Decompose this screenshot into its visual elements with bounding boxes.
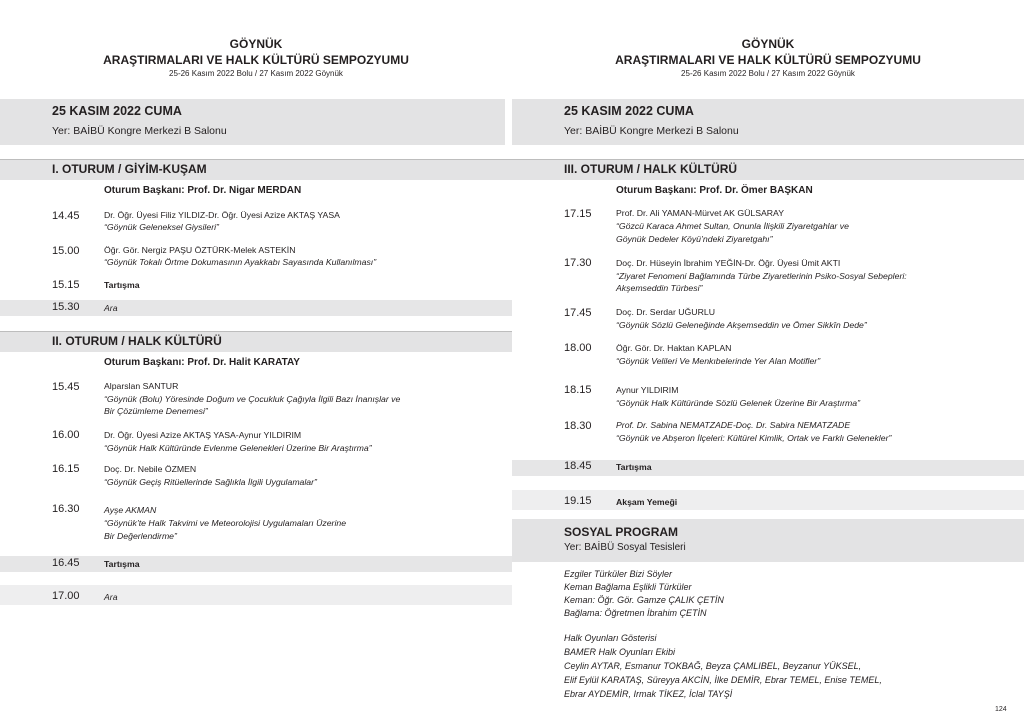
item-title: “Göynük (Bolu) Yöresinde Doğum ve Çocukluk Çağıyla İlgili Bazı İnanışlar ve (104, 394, 401, 404)
item-time: 16.30 (52, 503, 80, 515)
day-venue: Yer: BAİBÜ Kongre Merkezi B Salonu (564, 125, 739, 137)
item-time: 18.45 (564, 460, 592, 472)
social-line: Ceylin AYTAR, Esmanur TOKBAĞ, Beyza ÇAMLIBEL, Beyzanur YÜKSEL, (564, 661, 862, 671)
item-author: Ayşe AKMAN (104, 505, 157, 515)
item-title: “Göynük’te Halk Takvimi ve Meteorolojisi Uygulamaları Üzerine (104, 518, 347, 528)
item-author: Aynur YILDIRIM (616, 385, 679, 395)
item-time: 16.45 (52, 557, 80, 569)
social-line: Ezgiler Türküler Bizi Söyler (564, 569, 673, 579)
social-line: Halk Oyunları Gösterisi (564, 633, 657, 643)
item-time: 16.00 (52, 429, 80, 441)
social-line: Bağlama: Öğretmen İbrahim ÇETİN (564, 608, 707, 618)
day-title: 25 KASIM 2022 CUMA (564, 104, 694, 118)
social-line: BAMER Halk Oyunları Ekibi (564, 647, 676, 657)
item-time: 18.30 (564, 420, 592, 432)
item-title: “Göynük ve Abşeron İlçeleri: Kültürel Kimlik, Ortak ve Farklı Gelenekler” (616, 433, 892, 443)
social-line: Elif Eylül KARATAŞ, Süreyya AKCİN, İlke DEMİR, Ebrar TEMEL, Enise TEMEL, (564, 675, 882, 685)
header-dates: 25-26 Kasım 2022 Bolu / 27 Kasım 2022 Göynük (681, 69, 855, 78)
dinner-label: Akşam Yemeği (616, 497, 678, 507)
break-label: Ara (104, 592, 118, 602)
header-line2: ARAŞTIRMALARI VE HALK KÜLTÜRÜ SEMPOZYUMU (103, 53, 409, 67)
discussion-label: Tartışma (104, 559, 140, 569)
item-title: “Ziyaret Fenomeni Bağlamında Türbe Ziyaretlerinin Psiko-Sosyal Sebepleri: (616, 271, 907, 281)
item-time: 15.30 (52, 301, 80, 313)
item-author: Prof. Dr. Ali YAMAN-Mürvet AK GÜLSARAY (616, 208, 785, 218)
day-title: 25 KASIM 2022 CUMA (52, 104, 182, 118)
social-line: Ebrar AYDEMİR, Irmak TİKEZ, İclal TAYŞİ (564, 689, 733, 699)
session-header (0, 331, 512, 352)
header-line1: GÖYNÜK (229, 37, 283, 51)
header-line1: GÖYNÜK (741, 37, 795, 51)
item-time: 18.00 (564, 342, 592, 354)
item-author: Doç. Dr. Serdar UĞURLU (616, 307, 715, 317)
item-time: 17.30 (564, 257, 592, 269)
item-title: “Göynük Halk Kültüründe Evlenme Gelenekleri Üzerine Bir Araştırma” (104, 443, 372, 453)
item-title: “Gözcü Karaca Ahmet Sultan, Onunla İlişkili Ziyaretgahlar ve (616, 221, 849, 231)
item-time: 15.45 (52, 381, 80, 393)
item-title: “Göynük Halk Kültüründe Sözlü Gelenek Üzerine Bir Araştırma” (616, 398, 860, 408)
item-time: 15.15 (52, 279, 80, 291)
item-title: “Göynük Geleneksel Giysileri” (104, 222, 219, 232)
session-title: II. OTURUM / HALK KÜLTÜRÜ (52, 334, 222, 348)
session-title: III. OTURUM / HALK KÜLTÜRÜ (564, 162, 738, 176)
item-title: Akşemseddin Türbesi” (616, 283, 703, 293)
item-time: 17.45 (564, 307, 592, 319)
session-chair: Oturum Başkanı: Prof. Dr. Halit KARATAY (104, 357, 300, 368)
right-page (512, 0, 1024, 727)
item-author: Prof. Dr. Sabina NEMATZADE-Doç. Dr. Sabira NEMATZADE (616, 420, 851, 430)
item-title: “Göynük Velileri Ve Menkıbelerinde Yer Alan Motifler” (616, 356, 821, 366)
social-title: SOSYAL PROGRAM (564, 525, 679, 539)
header-dates: 25-26 Kasım 2022 Bolu / 27 Kasım 2022 Göynük (169, 69, 343, 78)
item-title: Göynük Dedeler Köyü’ndeki Ziyaretgahı” (616, 234, 773, 244)
item-author: Doç. Dr. Nebile ÖZMEN (104, 464, 197, 474)
item-title: “Göynük Geçiş Ritüellerinde Sağlıkla İlgili Uygulamalar” (104, 477, 317, 487)
discussion-label: Tartışma (104, 280, 140, 290)
item-author: Öğr. Gör. Nergiz PAŞU ÖZTÜRK-Melek ASTEKİN (104, 245, 296, 255)
day-venue: Yer: BAİBÜ Kongre Merkezi B Salonu (52, 125, 227, 137)
session-title: I. OTURUM / GİYİM-KUŞAM (52, 162, 207, 176)
header-line2: ARAŞTIRMALARI VE HALK KÜLTÜRÜ SEMPOZYUMU (615, 53, 921, 67)
session-chair: Oturum Başkanı: Prof. Dr. Ömer BAŞKAN (616, 185, 813, 196)
item-author: Dr. Öğr. Üyesi Azize AKTAŞ YASA-Aynur YILDIRIM (104, 430, 302, 440)
item-title: “Göynük Tokalı Örtme Dokumasının Ayakkabı Sayasında Kullanılması” (104, 257, 377, 267)
item-title: “Göynük Sözlü Geleneğinde Akşemseddin ve Ömer Sikkîn Dede” (616, 320, 867, 330)
item-author: Alparslan SANTUR (104, 381, 179, 391)
item-time: 16.15 (52, 463, 80, 475)
item-time: 15.00 (52, 245, 80, 257)
item-title: Bir Değerlendirme” (104, 531, 177, 541)
session-chair: Oturum Başkanı: Prof. Dr. Nigar MERDAN (104, 185, 302, 196)
item-time: 17.15 (564, 208, 592, 220)
session-header (512, 159, 1024, 180)
social-line: Keman Bağlama Eşlikli Türküler (564, 582, 692, 592)
social-venue: Yer: BAİBÜ Sosyal Tesisleri (564, 542, 686, 553)
item-time: 17.00 (52, 590, 80, 602)
item-time: 14.45 (52, 210, 80, 222)
item-time: 18.15 (564, 384, 592, 396)
page-number: 124 (995, 706, 1007, 713)
session-header (0, 159, 512, 180)
item-author: Dr. Öğr. Üyesi Filiz YILDIZ-Dr. Öğr. Üyesi Azize AKTAŞ YASA (104, 210, 340, 220)
discussion-label: Tartışma (616, 462, 652, 472)
item-time: 19.15 (564, 495, 592, 507)
item-author: Öğr. Gör. Dr. Haktan KAPLAN (616, 343, 732, 353)
social-line: Keman: Öğr. Gör. Gamze ÇALIK ÇETİN (564, 595, 724, 605)
break-label: Ara (104, 303, 118, 313)
item-title: Bir Çözümleme Denemesi” (104, 406, 208, 416)
item-author: Doç. Dr. Hüseyin İbrahim YEĞİN-Dr. Öğr. Üyesi Ümit AKTI (616, 258, 841, 268)
